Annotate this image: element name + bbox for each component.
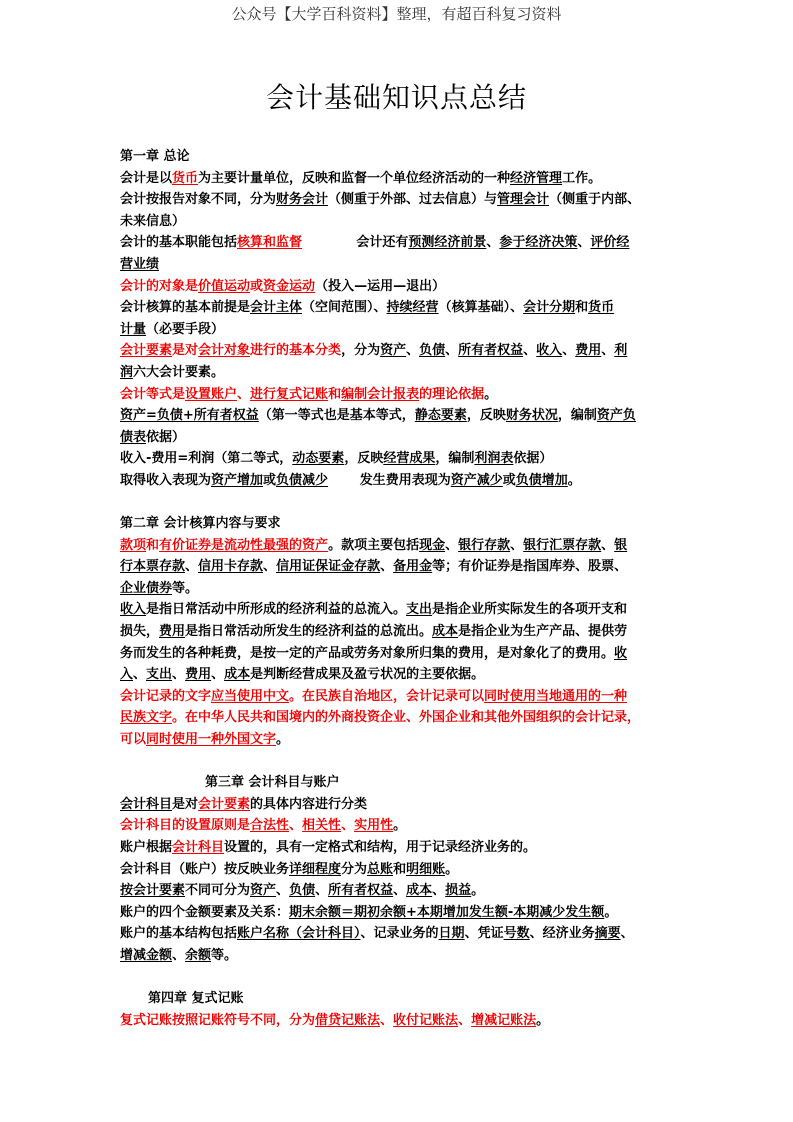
page-header-watermark: 公众号【大学百科资料】整理，有超百科复习资料 (231, 5, 562, 23)
underlined-term: 负债增加 (515, 472, 568, 488)
underlined-term: 会计对象 (198, 343, 251, 359)
text-segment: 、 (601, 343, 615, 359)
underlined-term: 设置账户 (185, 386, 238, 402)
text-segment: 、 (172, 667, 186, 683)
text-segment: 设置的，具有一定格式和结构，用于记录经济业务的。 (224, 840, 537, 855)
text-segment: 是判断经营成果及盈亏状况的主要依据。 (250, 667, 485, 683)
underlined-term: 参于经济决策 (499, 235, 578, 251)
text-line (120, 556, 680, 578)
underlined-term: 同时使用当地通用的一种 (484, 688, 628, 704)
text-line (120, 621, 680, 643)
chapter-lines (120, 168, 680, 492)
underlined-term: 资产减少 (450, 472, 503, 488)
chapter-lines (120, 794, 680, 967)
underlined-term: 按会计要素 (120, 883, 186, 899)
text-segment: 。 (604, 904, 618, 920)
text-line (120, 254, 680, 276)
text-segment: 、 (458, 1012, 472, 1028)
text-segment: 会计还有 (302, 235, 409, 251)
text-segment: 、 (510, 537, 524, 553)
underlined-term: 所有者权益 (458, 343, 524, 359)
text-segment: 。 (445, 861, 459, 877)
text-segment: 务而发生的各种耗费，是按一定的产品或劳务对象所归集的费用，是对象化了的费用。 (120, 645, 615, 661)
underlined-term: 经营成果 (383, 451, 436, 467)
text-segment: 账户的四个金额要素及关系： (120, 904, 290, 920)
text-segment: 、凭证 (464, 926, 504, 942)
underlined-term: 润 (120, 364, 134, 380)
text-segment: 、 (211, 667, 225, 683)
chapter-heading: 第三章 会计科目与账户 (205, 775, 340, 791)
underlined-term: 负债减少 (276, 472, 329, 488)
text-segment: 账户根据 (120, 840, 173, 855)
text-segment: 是指企业为生产产品、提供劳 (458, 624, 628, 640)
underlined-term: 收 (614, 645, 628, 661)
text-segment: 、 (601, 537, 615, 553)
text-line (120, 880, 680, 902)
underlined-term: 支出 (406, 602, 433, 618)
underlined-term: 收入 (536, 343, 563, 359)
underlined-term: 信用证保证金存款 (276, 559, 381, 575)
underlined-term: 款项 (120, 537, 147, 553)
text-segment: （侧重于外部、过去信息）与 (328, 192, 498, 208)
underlined-term: 债表 (120, 429, 147, 445)
text-line (120, 297, 680, 319)
text-line (120, 837, 680, 859)
text-segment: 会计记录的文字 (120, 688, 212, 704)
underlined-term: 进行复式记账 (250, 386, 329, 402)
text-segment: 、 (562, 343, 576, 359)
text-segment: 的具体内容进行分类 (250, 796, 368, 812)
text-segment: 或 (263, 472, 277, 488)
text-segment: （侧重于内部、 (549, 192, 641, 208)
text-segment: 和 (328, 386, 342, 402)
underlined-term: 预测经济前景 (408, 235, 487, 251)
text-segment: 依据） (513, 451, 553, 467)
underlined-term: 相关性 (302, 818, 342, 834)
underlined-term: 评价经 (590, 235, 630, 251)
text-segment: 未来信息） (120, 213, 186, 229)
text-line (120, 405, 680, 427)
text-segment: 、 (172, 947, 186, 963)
text-segment: （空间范围）、 (302, 300, 387, 316)
text-segment: 复式记账按照记账符号不同，分为 (120, 1012, 316, 1028)
underlined-term: 资产负 (596, 408, 636, 424)
text-segment: 、 (620, 926, 634, 942)
underlined-term: 日期 (438, 926, 465, 942)
chapter-2 (120, 513, 680, 751)
text-segment: 和 (393, 861, 407, 877)
text-segment: 、 (341, 818, 355, 834)
text-segment: 、 (445, 537, 459, 553)
text-line (120, 945, 680, 967)
text-segment: 。 (484, 386, 498, 402)
text-line (120, 470, 680, 492)
text-segment: ，编制 (435, 451, 475, 467)
chapter-heading: 第四章 复式记账 (148, 991, 244, 1007)
text-segment: 。 (276, 732, 290, 748)
underlined-term: 利 (614, 343, 628, 359)
underlined-term: 编制会计报表 (341, 386, 420, 402)
underlined-term: 成本 (224, 667, 251, 683)
text-line (120, 535, 680, 557)
text-segment: 损失， (120, 624, 160, 640)
text-segment: 和 (146, 537, 160, 553)
underlined-term: 账户名称（会计科目） (237, 926, 361, 942)
text-segment: 。在中华人民共和国境内的外商投资企业、外国企业和其他外国组织的会计记录， (172, 710, 641, 726)
underlined-term: 同时使用一种外国文字 (146, 732, 277, 748)
text-segment: 分为 (341, 861, 368, 877)
underlined-term: 负债 (419, 343, 446, 359)
underlined-term: 会计要素 (198, 796, 251, 812)
underlined-term: 支出 (146, 667, 173, 683)
text-segment: 、 (432, 883, 446, 899)
underlined-term: 增减记账法 (471, 1012, 537, 1028)
text-line (120, 1010, 680, 1032)
text-segment: 是指日常活动中所形成的经济利益的总流入。 (146, 602, 407, 618)
text-segment: 等。 (211, 947, 238, 963)
underlined-term: 经济管理 (510, 170, 563, 186)
text-segment: 、 (185, 559, 199, 575)
underlined-term: 有价证券 (159, 537, 212, 553)
underlined-term: 营业绩 (120, 256, 160, 272)
text-segment: ，编制 (557, 408, 597, 424)
text-segment: 等；有价证券是指国库券、股票、 (432, 559, 628, 575)
underlined-term: 余额 (185, 947, 212, 963)
text-segment: 会计科目（账户）按反映业务 (120, 861, 290, 877)
text-line (120, 319, 680, 341)
underlined-term: 是流动性最强的资产 (211, 537, 329, 553)
text-segment: 会计是以 (120, 170, 173, 186)
underlined-term: 收入 (120, 602, 147, 618)
text-line (120, 859, 680, 881)
text-line (120, 448, 680, 470)
text-segment: 、 (393, 883, 407, 899)
underlined-term: 银 (614, 537, 628, 553)
underlined-term: 现金 (419, 537, 446, 553)
text-segment: 依据） (146, 429, 186, 445)
underlined-term: 货币 (588, 300, 615, 316)
text-line (120, 384, 680, 406)
text-segment: 、 (380, 559, 394, 575)
document-title: 会计基础知识点总结 (265, 81, 527, 114)
text-line (120, 232, 680, 254)
chapter-lines (120, 1010, 680, 1032)
text-segment: 。 (536, 1012, 550, 1028)
text-segment: 。在民族自治地区，会计记录可以 (289, 688, 485, 704)
text-line (120, 189, 680, 211)
underlined-term: 资产 (250, 883, 277, 899)
underlined-term: 信用卡存款 (198, 559, 264, 575)
text-segment: 不同可分为 (185, 883, 251, 899)
text-segment: 、 (406, 343, 420, 359)
text-line (120, 362, 680, 384)
underlined-term: 摘要 (594, 926, 621, 942)
text-line (120, 686, 680, 708)
text-segment: 和 (575, 300, 589, 316)
underlined-term: 号数 (503, 926, 530, 942)
underlined-term: 期末余额＝期初余额+本期增加发生额-本期减少发生额 (289, 904, 605, 920)
underlined-term: 资产=负债+所有者权益 (120, 408, 259, 424)
underlined-term: 备用金 (393, 559, 433, 575)
underlined-term: 借贷记账法 (315, 1012, 381, 1028)
underlined-term: 货币 (172, 170, 199, 186)
text-segment: 、 (380, 1012, 394, 1028)
text-segment: 六大会计要素。 (133, 364, 225, 380)
text-segment: 。款项主要包括 (328, 537, 420, 553)
chapter-heading: 第一章 总论 (120, 149, 190, 164)
text-segment: 可以 (120, 732, 147, 748)
underlined-term: 成本 (432, 624, 459, 640)
text-segment: 、 (276, 883, 290, 899)
text-segment: 账户的基本结构包括 (120, 926, 238, 942)
underlined-term: 计量 (120, 321, 147, 337)
text-line (120, 578, 680, 600)
underlined-term: 收付记账法 (393, 1012, 459, 1028)
underlined-term: 财务状况 (505, 408, 558, 424)
text-segment: 或 (250, 278, 264, 294)
text-line (120, 923, 680, 945)
underlined-term: 银行存款 (458, 537, 511, 553)
document-body (120, 146, 680, 1031)
underlined-term: 银行汇票存款 (523, 537, 602, 553)
text-segment: 会计的对象是 (120, 278, 199, 294)
underlined-term: 负债 (289, 883, 316, 899)
underlined-term: 应当使用中文 (211, 688, 290, 704)
text-segment: 的理论依据 (419, 386, 485, 402)
text-segment: 会计的基本职能包括 (120, 235, 238, 251)
text-segment: 、 (523, 343, 537, 359)
underlined-term: 合法性 (250, 818, 290, 834)
underlined-term: 损益 (445, 883, 472, 899)
text-segment: （必要手段） (146, 321, 225, 337)
text-segment: 。 (567, 472, 581, 488)
text-segment: ，反映 (344, 451, 384, 467)
text-segment: （投入—运用—退出） (315, 278, 446, 294)
underlined-term: 成本 (406, 883, 433, 899)
text-segment: 、 (289, 818, 303, 834)
underlined-term: 会计科目 (120, 796, 173, 812)
underlined-term: 利润表 (474, 451, 514, 467)
underlined-term: 持续经营 (386, 300, 439, 316)
underlined-term: 费用 (185, 667, 212, 683)
underlined-term: 增减金额 (120, 947, 173, 963)
chapter-1 (120, 146, 680, 492)
underlined-term: 总账 (367, 861, 394, 877)
underlined-term: 资产 (380, 343, 407, 359)
text-line (120, 794, 680, 816)
text-segment: 是对 (172, 796, 199, 812)
text-segment: 、 (237, 386, 251, 402)
underlined-term: 核算和监督 (237, 235, 303, 251)
text-line (120, 211, 680, 233)
underlined-term: 会计主体 (250, 300, 303, 316)
text-line (120, 168, 680, 190)
text-segment: ，分为 (341, 343, 381, 359)
text-line (120, 599, 680, 621)
underlined-term: 所有者权益 (328, 883, 394, 899)
text-segment: 、 (263, 559, 277, 575)
chapter-3 (120, 772, 680, 966)
text-line (120, 340, 680, 362)
text-segment: 。 (471, 883, 485, 899)
underlined-term: 入 (120, 667, 134, 683)
underlined-term: 行本票存款 (120, 559, 186, 575)
text-line (120, 643, 680, 665)
underlined-term: 实用性 (354, 818, 394, 834)
text-line (120, 729, 680, 751)
underlined-term: 企业债券 (120, 580, 173, 596)
text-line (120, 707, 680, 729)
underlined-term: 价值运动 (198, 278, 251, 294)
chapter-heading: 第二章 会计核算内容与要求 (120, 516, 281, 532)
text-line (120, 815, 680, 837)
chapter-4 (120, 988, 680, 1031)
text-segment: 、经济业务 (529, 926, 595, 942)
underlined-term: 财务会计 (276, 192, 329, 208)
text-segment: 发生费用表现为 (328, 472, 451, 488)
text-segment: 是指日常活动所发生的经济利益的总流出。 (185, 624, 433, 640)
chapter-lines (120, 535, 680, 751)
text-segment: 工作。 (562, 170, 602, 186)
text-segment: 、 (486, 235, 500, 251)
text-line (120, 276, 680, 298)
underlined-term: 管理会计 (497, 192, 550, 208)
underlined-term: 费用 (159, 624, 186, 640)
text-segment: 会计等式是 (120, 386, 186, 402)
text-segment: 收入-费用=利润（第二等式， (120, 451, 293, 467)
text-segment: 进行的基本分类 (250, 343, 342, 359)
text-segment: 取得收入表现为 (120, 472, 212, 488)
underlined-term: 详细程度 (289, 861, 342, 877)
underlined-term: 动态要素 (292, 451, 345, 467)
text-segment: 或 (502, 472, 516, 488)
underlined-term: 资产增加 (211, 472, 264, 488)
underlined-term: 明细账 (406, 861, 446, 877)
text-segment: 为主要计量单位，反映和监督一个单位经济活动的一种 (198, 170, 511, 186)
text-segment: 、 (445, 343, 459, 359)
text-segment: 、 (315, 883, 329, 899)
text-segment: 是对 (172, 343, 199, 359)
text-segment: 会计科目的设置原则是 (120, 818, 251, 834)
text-segment: 、 (577, 235, 591, 251)
text-segment: 会计核算的基本前提是 (120, 300, 251, 316)
underlined-term: 会计要素 (120, 343, 173, 359)
text-segment: 。 (393, 818, 407, 834)
underlined-term: 资金运动 (263, 278, 316, 294)
text-segment: （第一等式也是基本等式， (258, 408, 415, 424)
underlined-term: 静态要素 (414, 408, 467, 424)
text-line (120, 902, 680, 924)
underlined-term: 会计分期 (523, 300, 576, 316)
text-segment: 是指企业所实际发生的各项开支和 (432, 602, 628, 618)
text-segment: 等。 (172, 580, 199, 596)
text-segment: ，反映 (466, 408, 506, 424)
text-segment: 会计按报告对象不同，分为 (120, 192, 277, 208)
underlined-term: 会计科目 (172, 840, 225, 855)
text-segment: （核算基础）、 (438, 300, 524, 316)
underlined-term: 民族文字 (120, 710, 173, 726)
text-line (120, 427, 680, 449)
underlined-term: 费用 (575, 343, 602, 359)
text-line (120, 664, 680, 686)
text-segment: 、 (133, 667, 147, 683)
text-segment: 、记录业务的 (360, 926, 439, 942)
